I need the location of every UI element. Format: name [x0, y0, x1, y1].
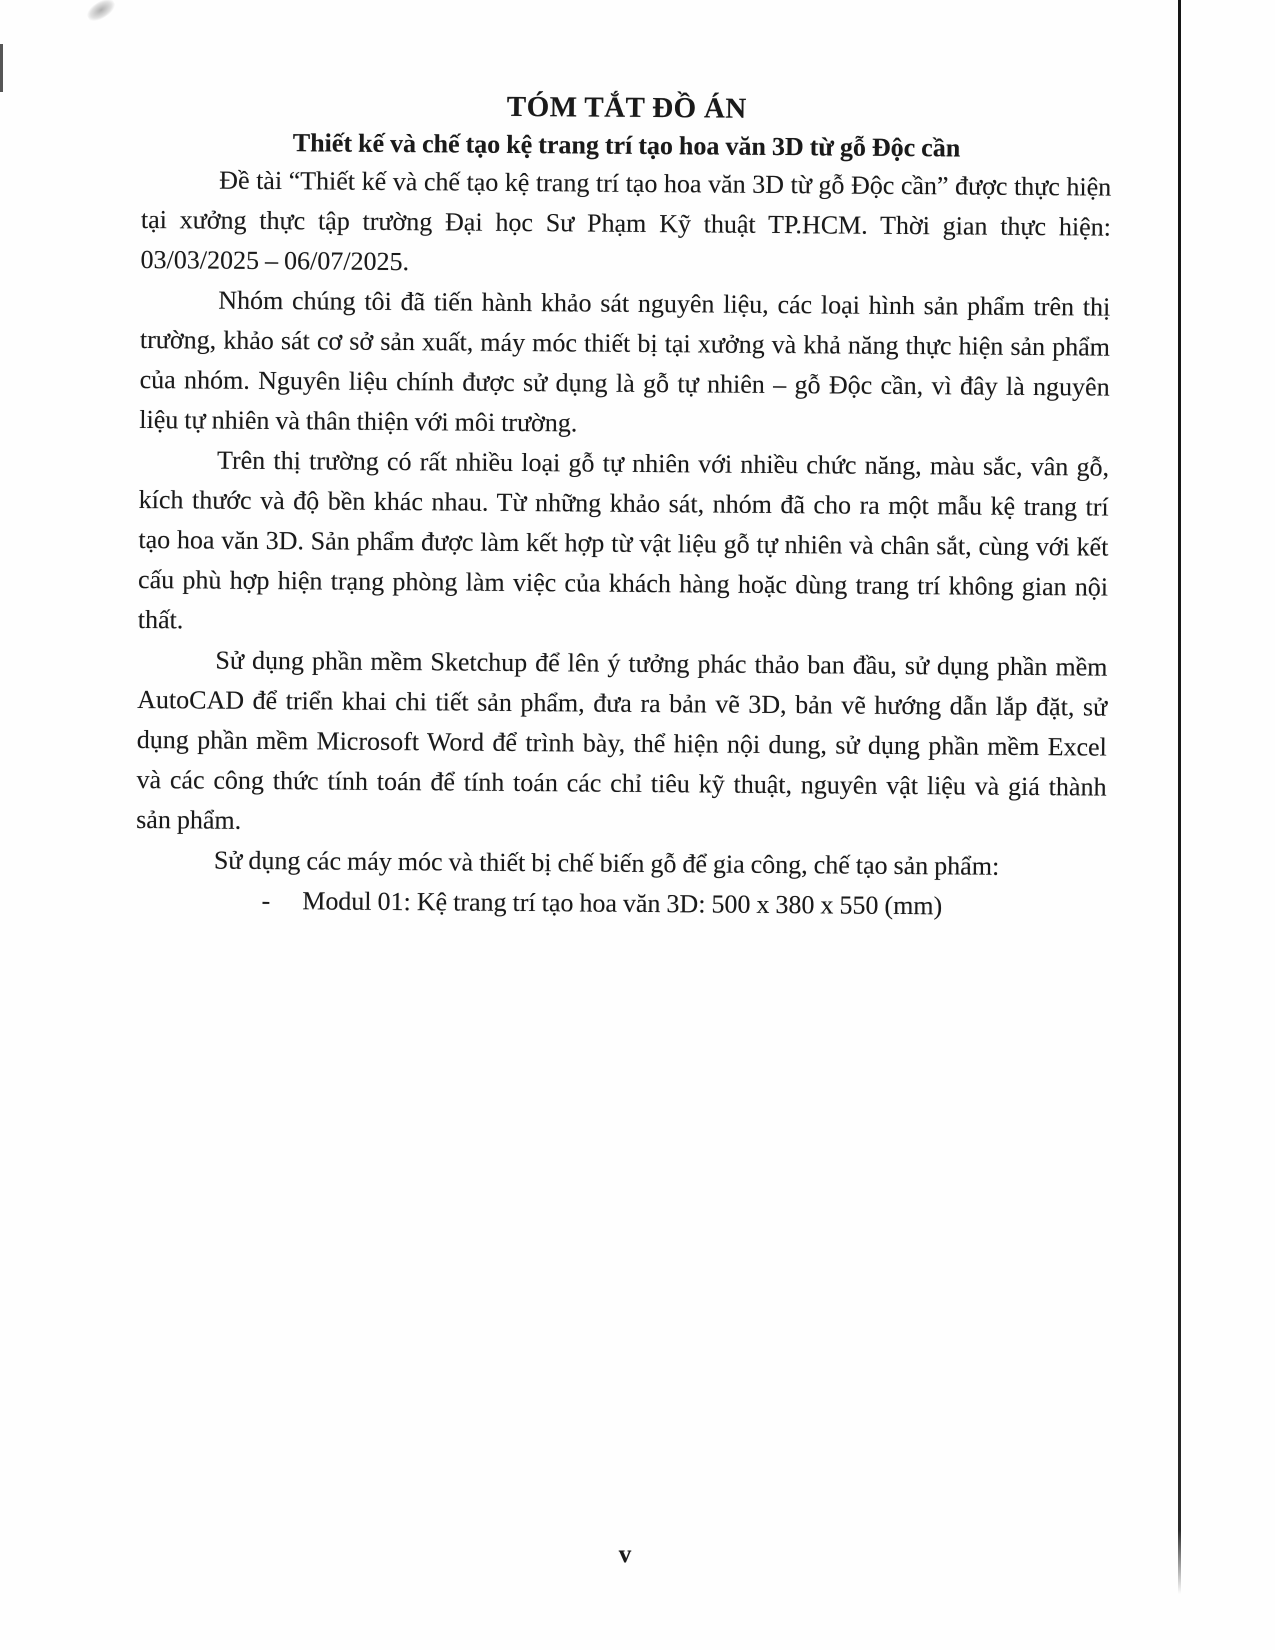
paragraph-line: 03/03/2025 – 06/07/2025. [140, 244, 410, 277]
paragraph-line: Đề tài “Thiết kế và chế tạo kệ trang trí tạo hoa văn 3D từ gỗ Độc cần” được thực hiện [219, 165, 1112, 202]
paragraph [139, 280, 1110, 448]
project-subtitle: Thiết kế và chế tạo kệ trang trí tạo hoa văn 3D từ gỗ Độc cần [292, 128, 961, 163]
paragraph-line: AutoCAD để triển khai chi tiết sản phẩm, đưa ra bản vẽ 3D, bản vẽ hướng dẫn lắp đặt, sử [137, 684, 1108, 722]
paragraph-line: của nhóm. Nguyên liệu chính được sử dụng là gỗ tự nhiên – gỗ Độc cần, vì đây là nguyên [139, 364, 1110, 402]
paragraph [138, 440, 1110, 648]
paragraph-line: Sử dụng phần mềm Sketchup để lên ý tưởng phác thảo ban đầu, sử dụng phần mềm [215, 645, 1108, 682]
paragraph [136, 640, 1108, 848]
scan-edge-mark [0, 44, 3, 92]
paragraph [140, 160, 1111, 288]
paragraph-line: dụng phần mềm Microsoft Word để trình bày, thể hiện nội dung, sử dụng phần mềm Excel [136, 724, 1107, 762]
scan-smudge-mark [84, 0, 118, 25]
bullet-marker: - [261, 885, 271, 916]
abstract-content [135, 84, 1112, 928]
paragraph-line: thất. [137, 604, 184, 635]
paragraph-line: tạo hoa văn 3D. Sản phẩm được làm kết hợp từ vật liệu gỗ tự nhiên và chân sắt, cùng với kết [138, 524, 1109, 562]
paragraph-line: Trên thị trường có rất nhiều loại gỗ tự nhiên với nhiều chức năng, màu sắc, vân gỗ, [216, 445, 1110, 482]
abstract-paragraphs [136, 160, 1112, 888]
paragraph-line: sản phẩm. [136, 804, 242, 835]
page-number: v [618, 1541, 632, 1568]
paragraph-line: Sử dụng các máy móc và thiết bị chế biến gỗ để gia công, chế tạo sản phẩm: [213, 845, 1000, 881]
paragraph-line: tại xưởng thực tập trường Đại học Sư Phạm Kỹ thuật TP.HCM. Thời gian thực hiện: [140, 204, 1112, 242]
paragraph-line: kích thước và độ bền khác nhau. Từ những khảo sát, nhóm đã cho ra một mẫu kệ trang trí [138, 484, 1109, 522]
paragraph-line: Nhóm chúng tôi đã tiến hành khảo sát nguyên liệu, các loại hình sản phẩm trên thị [218, 285, 1111, 322]
list-item [135, 880, 1105, 928]
paragraph-line: cấu phù hợp hiện trạng phòng làm việc của khách hàng hoặc dùng trang trí không gian nội [137, 564, 1109, 602]
paragraph-line: liệu tự nhiên và thân thiện với môi trường. [139, 404, 578, 438]
scan-artifact-line [1178, 0, 1181, 1594]
page-title: TÓM TẮT ĐỒ ÁN [506, 90, 747, 125]
paragraph-line: trường, khảo sát cơ sở sản xuất, máy móc thiết bị tại xưởng và khả năng thực hiện sản phẩm [139, 324, 1111, 362]
list-item-text: Modul 01: Kệ trang trí tạo hoa văn 3D: 500 x 380 x 550 (mm) [302, 886, 943, 921]
paragraph-line: và các công thức tính toán để tính toán các chỉ tiêu kỹ thuật, nguyên vật liệu và giá thành [136, 764, 1107, 802]
